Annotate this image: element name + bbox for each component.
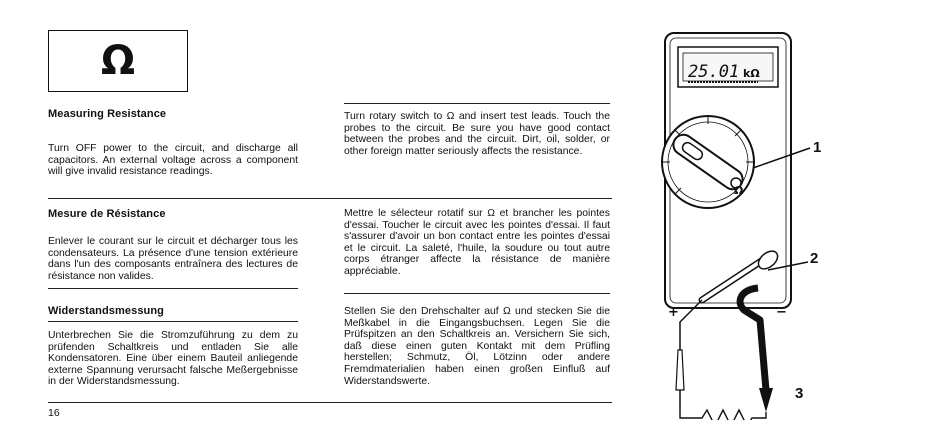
- divider: [48, 321, 298, 322]
- plus-sign: +: [668, 305, 679, 320]
- divider: [344, 103, 610, 104]
- ohm-symbol-box: [48, 30, 188, 92]
- ohm-symbol: Ω: [100, 38, 135, 84]
- section-heading-mesure-de-resistance: Mesure de Résistance: [48, 208, 166, 220]
- section-right-text: Turn rotary switch to Ω and insert test leads. Touch the probes to the circuit. Be sure you have good contact between the probes and the circuit. Dirt, oil, solder, or other foreign matter seriously affects the resistance.: [344, 111, 610, 157]
- display-value: 25.01: [688, 62, 740, 82]
- multimeter-illustration: [640, 20, 840, 420]
- dial-ohm-label: Ω: [734, 184, 744, 197]
- minus-sign: −: [776, 305, 787, 320]
- resistor-circuit: [680, 410, 766, 420]
- divider: [48, 402, 612, 403]
- display-unit: kΩ: [743, 67, 760, 80]
- section-left-text: Unterbrechen Sie die Stromzuführung zu dem zu prüfenden Schaltkreis und entladen Sie alle Kondensatoren. Eine über einem Bauteil anliegende externe Spannung verursacht falsche Meßergebnisse in der Widerstandsmessung.: [48, 330, 298, 388]
- section-left-text: Turn OFF power to the circuit, and discharge all capacitors. An external voltage across a component will give invalid resistance readings.: [48, 143, 298, 178]
- section-heading-widerstandsmessung: Widerstandsmessung: [48, 305, 165, 317]
- callout-3: 3: [795, 385, 804, 402]
- callout-2: 2: [810, 250, 819, 267]
- section-left-text: Enlever le courant sur le circuit et décharger tous les condensateurs. La présence d'une tension extérieure dans l'un des composants entraînera des lectures de résistance non valides.: [48, 236, 298, 282]
- page-number: 16: [48, 407, 60, 419]
- callout-1: 1: [813, 139, 822, 156]
- section-heading-measuring-resistance: Measuring Resistance: [48, 108, 167, 120]
- divider: [344, 293, 610, 294]
- divider: [48, 198, 612, 199]
- section-right-text: Mettre le sélecteur rotatif sur Ω et brancher les pointes d'essai. Toucher le circuit avec les pointes d'essai. Il faut s'assurer d'avoir un bon contact entre les pointes d'essai et le circuit. La saleté, l'huile, la soudure ou tout autre corps étranger affecte la résistance de manière appréciable.: [344, 208, 610, 277]
- divider: [48, 288, 298, 289]
- section-right-text: Stellen Sie den Drehschalter auf Ω und stecken Sie die Meßkabel in die Eingangsbuchsen. Legen Sie die Prüfspitzen an den Schaltkreis an. Versichern Sie sich, daß diese einen guten Kontakt mit dem Prüfling herstellen; Schmutz, Öl, Lötzinn oder andere Fremdmaterialien haben einen großen Einfluß auf Widerstandswerte.: [344, 306, 610, 387]
